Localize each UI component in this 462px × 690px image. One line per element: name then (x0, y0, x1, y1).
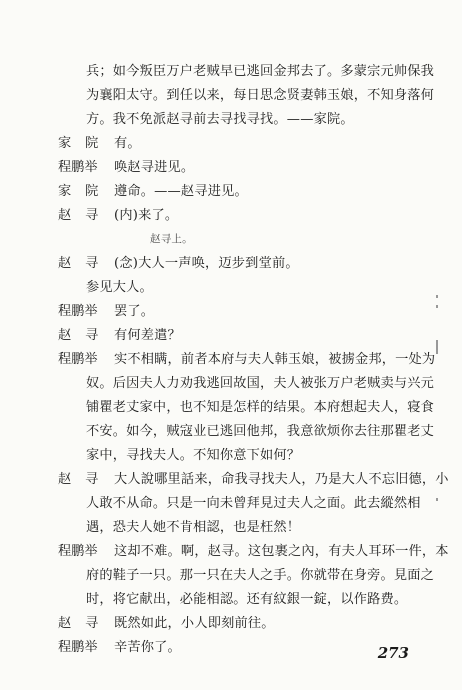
page-number: 273 (377, 644, 409, 662)
speaker-label: 家院 (58, 184, 113, 199)
script-line: 有何差遣？ (114, 328, 181, 343)
speaker-label: 程鹏举 (58, 304, 98, 319)
script-line: 家中，寻找夫人。不知你意下如何？ (86, 448, 301, 463)
speaker-label: 程鹏举 (58, 352, 98, 367)
script-line: 方。我不免派赵寻前去寻找寻找。——家院。 (86, 112, 354, 127)
margin-mark (436, 295, 438, 298)
speaker-label: 赵寻 (58, 256, 113, 271)
script-line: 为襄阳太守。到任以来，每日思念贤妻韩玉娘，不知身落何 (86, 88, 435, 103)
margin-mark (436, 498, 438, 501)
script-line: 这却不难。啊，赵寻。这包裹之內，有夫人耳环一件，本 (114, 544, 449, 559)
speaker-label: 家院 (58, 136, 113, 151)
speaker-label: 程鹏举 (58, 160, 98, 175)
script-line: 辛苦你了。 (114, 640, 181, 655)
script-line: 遵命。——赵寻进见。 (114, 184, 248, 199)
script-line: 兵；如今叛臣万户老贼早已逃回金邦去了。多蒙宗元帅保我 (86, 64, 435, 79)
script-line: 唤赵寻进见。 (114, 160, 195, 175)
script-line: 有。 (114, 136, 141, 151)
script-line: 铺瞿老丈家中，也不知是怎样的结果。本府想起夫人，寝食 (86, 400, 435, 415)
script-line: 不安。如今，贼寇业已逃回他邦，我意欲烦你去往那瞿老丈 (86, 424, 435, 439)
script-line: (念)大人一声唤，迈步到堂前。 (114, 256, 299, 271)
speaker-label: 赵寻 (58, 472, 113, 487)
script-line: (内)来了。 (114, 208, 179, 223)
script-line: 时，将它献出，必能相認。还有紋銀一錠，以作路费。 (86, 592, 408, 607)
script-line: 参见大人。 (86, 280, 153, 295)
script-line: 府的鞋子一只。那一只在夫人之手。你就带在身旁。見面之 (86, 568, 435, 583)
script-line: 遇，恐夫人她不肯相認，也是枉然！ (86, 520, 301, 535)
script-line: 大人說哪里話来，命我寻找夫人，乃是大人不忘旧德，小 (114, 472, 449, 487)
speaker-label: 程鹏举 (58, 640, 98, 655)
speaker-label: 赵寻 (58, 328, 113, 343)
script-line: 人敢不从命。只是一向未曾拜見过夫人之面。此去縱然相 (86, 496, 421, 511)
margin-mark (436, 340, 438, 354)
speaker-label: 程鹏举 (58, 544, 98, 559)
script-line: 既然如此，小人即刻前往。 (114, 616, 275, 631)
script-line: 奴。后因夫人力劝我逃回故国，夫人被张万户老贼卖与兴元 (86, 376, 435, 391)
margin-mark (436, 305, 438, 308)
script-line: 罢了。 (114, 304, 155, 319)
speaker-label: 赵寻 (58, 208, 113, 223)
stage-direction: 赵寻上。 (150, 233, 193, 245)
script-line: 实不相瞒，前者本府与夫人韩玉娘，被掳金邦，一处为 (114, 352, 436, 367)
speaker-label: 赵寻 (58, 616, 113, 631)
